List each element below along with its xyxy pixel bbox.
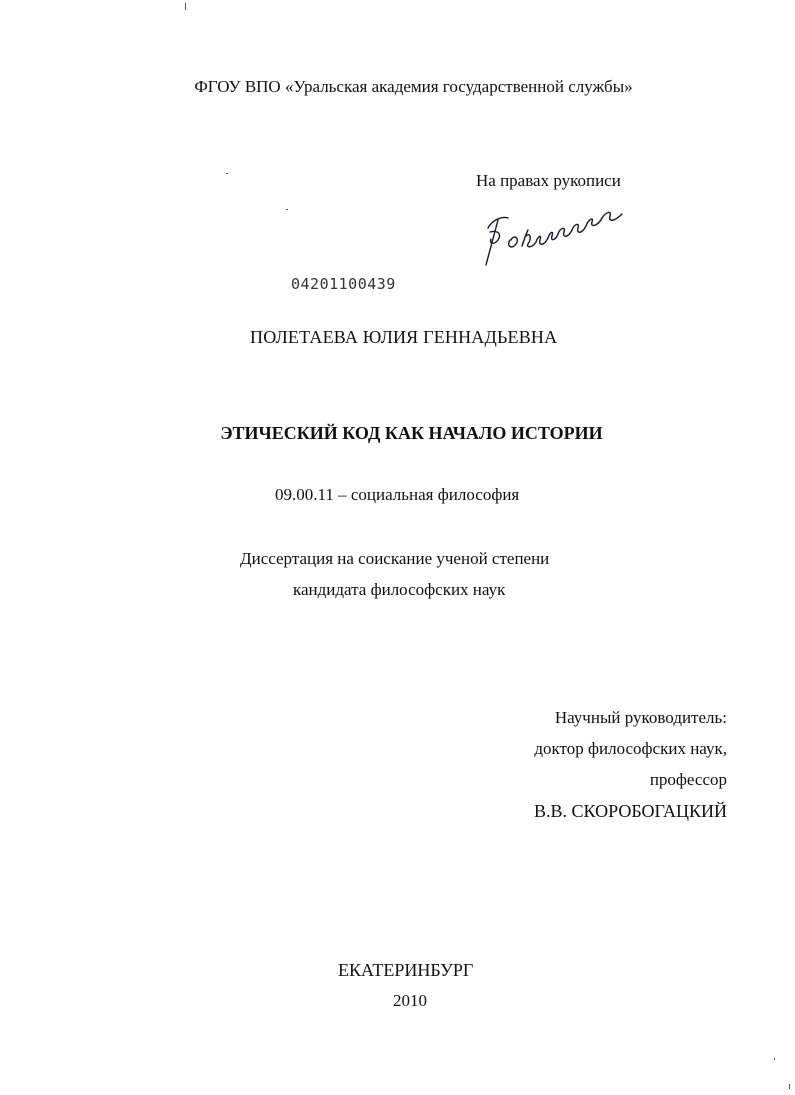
year: 2010 [393, 991, 427, 1010]
archive-number: 04201100439 [291, 275, 396, 293]
supervisor-name: В.В. СКОРОБОГАЦКИЙ [534, 801, 727, 821]
scan-speck [774, 1058, 775, 1060]
scan-speck [789, 1084, 790, 1089]
specialty-code: 09.00.11 – социальная философия [275, 485, 520, 504]
scan-speck [185, 3, 186, 10]
degree-line-1: Диссертация на соискание ученой степени [240, 549, 550, 568]
supervisor-title: профессор [649, 770, 727, 789]
scan-speck [226, 173, 228, 174]
supervisor-degree: доктор философских наук, [534, 739, 727, 758]
author-signature [478, 190, 628, 270]
scan-speck [286, 209, 288, 210]
dissertation-title: ЭТИЧЕСКИЙ КОД КАК НАЧАЛО ИСТОРИИ [220, 423, 603, 443]
city: ЕКАТЕРИНБУРГ [338, 960, 474, 980]
degree-line-2: кандидата философских наук [293, 580, 506, 599]
institution-name: ФГОУ ВПО «Уральская академия государственной службы» [194, 77, 633, 96]
manuscript-rights-note: На правах рукописи [476, 171, 621, 190]
author-name: ПОЛЕТАЕВА ЮЛИЯ ГЕННАДЬЕВНА [250, 327, 558, 347]
supervisor-label: Научный руководитель: [554, 708, 727, 727]
